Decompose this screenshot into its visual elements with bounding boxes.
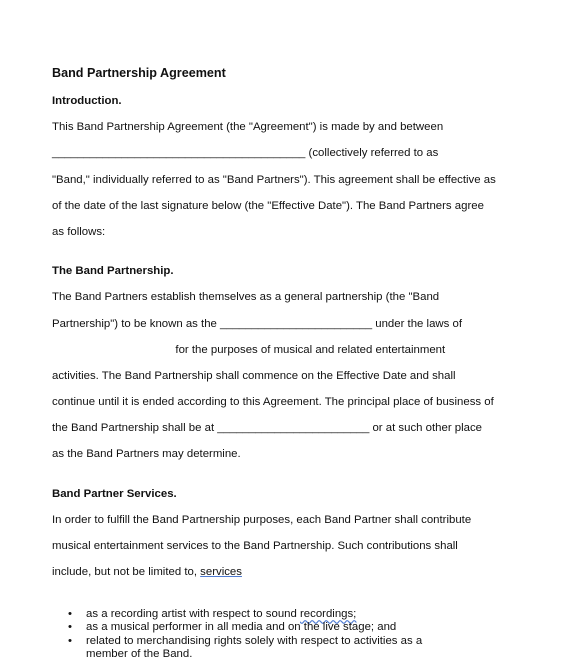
- bullet-text-continued: member of the Band.: [86, 647, 193, 660]
- services-paragraph: [52, 501, 522, 593]
- partnership-line: activities. The Band Partnership shall commence on the Effective Date and shall: [52, 369, 456, 382]
- partnership-paragraph: [52, 278, 522, 474]
- agreement-document: [52, 66, 522, 661]
- spellcheck-underlined-word[interactable]: recordings;: [300, 608, 357, 621]
- services-bullet-list: [66, 608, 536, 660]
- partnership-line: continue until it is ended according to this Agreement. The principal place of business of: [52, 396, 494, 409]
- introduction-line: of the date of the last signature below (the "Effective Date"). The Band Partners agree: [52, 199, 484, 212]
- partnership-line: for the purposes of musical and related entertainment: [52, 343, 446, 356]
- introduction-line: as follows:: [52, 225, 106, 238]
- services-section: [52, 488, 522, 593]
- bullet-icon: •: [68, 634, 72, 647]
- bullet-item-recording: [66, 608, 536, 621]
- services-line: In order to fulfill the Band Partnership purposes, each Band Partner shall contribute: [52, 513, 472, 526]
- services-line-prefix: include, but not be limited to,: [52, 566, 201, 579]
- bullet-text: related to merchandising rights solely with respect to activities as a: [86, 634, 423, 647]
- partnership-line: the Band Partnership shall be at ________________________ or at such other place: [52, 422, 483, 435]
- introduction-line: This Band Partnership Agreement (the "Agreement") is made by and between: [52, 121, 444, 134]
- bullet-icon: •: [68, 621, 72, 634]
- partnership-line: The Band Partners establish themselves as a general partnership (the "Band: [52, 291, 440, 304]
- bullet-text: as a recording artist with respect to sound: [86, 608, 300, 621]
- document-title: Band Partnership Agreement: [52, 66, 226, 80]
- introduction-line: ________________________________________ (collectively referred to as: [52, 147, 439, 160]
- services-heading: Band Partner Services.: [52, 487, 177, 500]
- introduction-heading: Introduction.: [52, 95, 122, 107]
- introduction-section: [52, 95, 522, 252]
- introduction-paragraph: [52, 108, 522, 252]
- bullet-item-performer: [66, 621, 536, 634]
- bullet-text: as a musical performer in all media and on the live stage; and: [86, 621, 397, 634]
- bullet-line: [86, 608, 536, 621]
- partnership-section: [52, 265, 522, 475]
- services-line-last: [52, 566, 522, 579]
- partnership-heading: The Band Partnership.: [52, 265, 174, 278]
- services-link[interactable]: services: [200, 566, 242, 579]
- bullet-item-merchandising: [66, 635, 536, 661]
- bullet-icon: •: [68, 608, 72, 621]
- partnership-line: Partnership") to be known as the ________________________ under the laws of: [52, 317, 462, 330]
- partnership-line: as the Band Partners may determine.: [52, 448, 241, 461]
- introduction-line: "Band," individually referred to as "Band Partners"). This agreement shall be effective as: [52, 173, 496, 186]
- services-line: musical entertainment services to the Band Partnership. Such contributions shall: [52, 540, 458, 552]
